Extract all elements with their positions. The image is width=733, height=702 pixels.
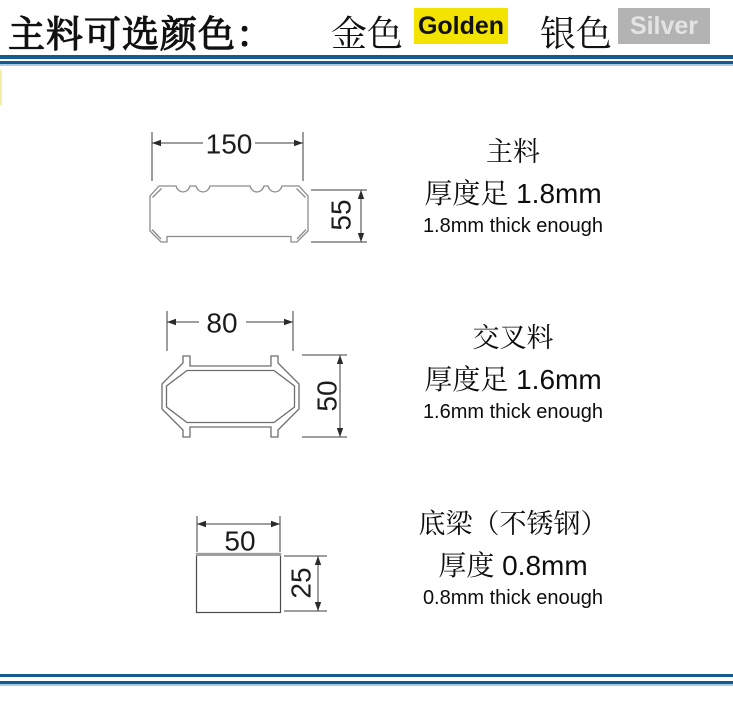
bottom-divider-line-1 <box>0 674 733 677</box>
main-rail-detail-lines <box>152 189 306 240</box>
dim-arrow-right <box>284 319 293 325</box>
main-rail-height-value: 55 <box>325 199 357 231</box>
main-rail-spec-en: 1.8mm thick enough <box>422 215 604 237</box>
bottom-beam-height-value: 25 <box>285 567 317 599</box>
main-rail-width-value: 150 <box>205 128 253 160</box>
bottom-beam-spec-cn: 厚度 0.8mm <box>438 550 588 581</box>
main-rail-spec-cn: 厚度足 1.8mm <box>424 178 602 209</box>
dim-arrow-left <box>152 140 161 146</box>
dim-arrow-up <box>358 190 364 199</box>
dim-arrow-left <box>197 521 206 527</box>
golden-badge: Golden <box>414 8 508 44</box>
cross-rail-height-value: 50 <box>311 380 343 412</box>
dim-arrow-left <box>167 319 176 325</box>
cross-rail-caption <box>373 322 653 425</box>
cross-rail-spec-cn: 厚度足 1.6mm <box>424 364 602 395</box>
bottom-divider-line-light <box>0 684 733 686</box>
bottom-beam-outline <box>197 554 281 613</box>
dim-arrow-up <box>315 556 321 565</box>
dim-arrow-down <box>337 428 343 437</box>
page-title: 主料可选颜色： <box>8 14 274 55</box>
dim-arrow-down <box>315 602 321 611</box>
main-rail-name: 主料 <box>486 137 540 167</box>
dim-arrow-right <box>271 521 280 527</box>
cross-rail-name: 交叉料 <box>472 323 554 353</box>
cross-rail-outer-outline <box>162 356 299 437</box>
color-option-golden-cn: 金色 <box>331 13 404 54</box>
dim-arrow-up <box>337 355 343 364</box>
main-rail-outline <box>150 186 308 242</box>
cross-rail-inner-outline <box>167 371 295 423</box>
bottom-beam-drawing <box>196 516 327 613</box>
main-rail-caption <box>373 136 653 239</box>
cross-rail-drawing <box>162 308 347 438</box>
cross-rail-width-value: 80 <box>206 307 238 339</box>
color-option-silver-cn: 银色 <box>540 13 613 54</box>
bottom-beam-spec-en: 0.8mm thick enough <box>422 587 604 609</box>
bottom-beam-width-value: 50 <box>224 525 256 557</box>
main-rail-drawing <box>150 129 367 243</box>
dim-arrow-down <box>358 233 364 242</box>
bottom-beam-caption <box>373 508 653 611</box>
dim-arrow-right <box>294 140 303 146</box>
cross-rail-spec-en: 1.6mm thick enough <box>422 401 604 423</box>
silver-badge: Silver <box>618 8 710 44</box>
bottom-beam-name: 底梁（不锈钢） <box>418 509 608 539</box>
